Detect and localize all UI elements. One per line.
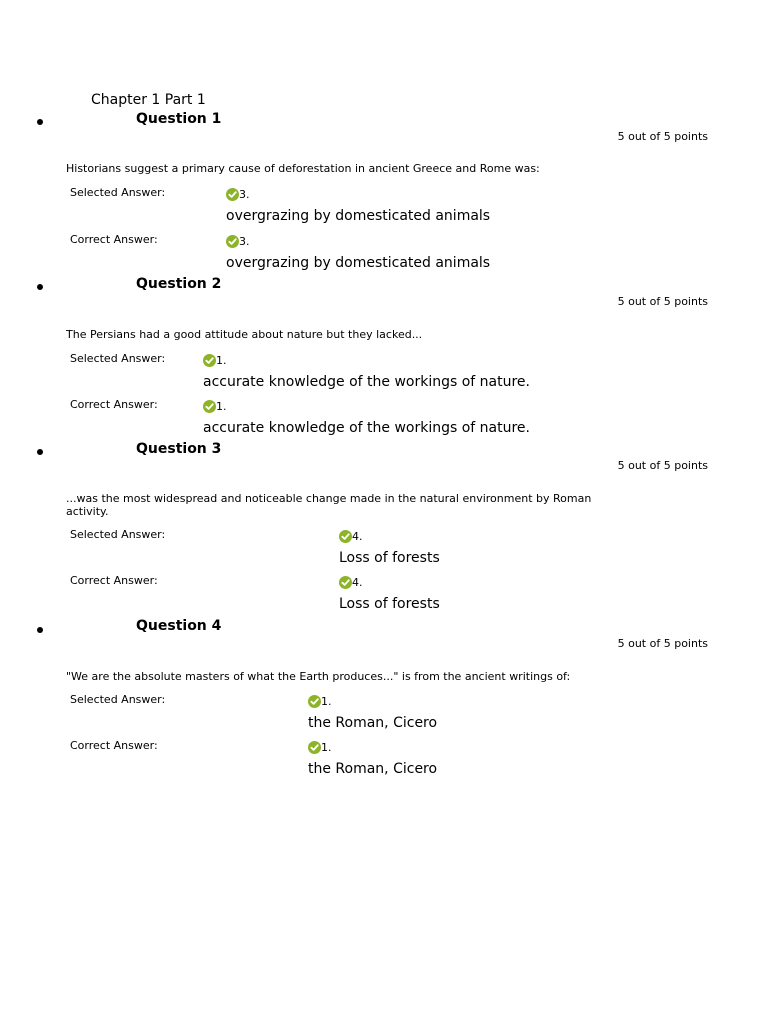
page-title: Chapter 1 Part 1 [91,92,206,108]
question-text: The Persians had a good attitude about nature but they lacked... [66,328,423,341]
selected-answer-label: Selected Answer: [70,693,166,706]
bullet-icon [37,284,43,290]
correct-answer-text: the Roman, Cicero [308,761,438,777]
correct-answer-text: accurate knowledge of the workings of nature. [203,420,530,436]
bullet-icon [37,449,43,455]
selected-answer-number: 4. [352,530,363,543]
correct-answer [203,398,530,436]
check-circle-icon [308,741,321,754]
correct-answer-text: Loss of forests [339,596,440,612]
selected-answer-label: Selected Answer: [70,186,166,199]
selected-answer-text: accurate knowledge of the workings of nature. [203,374,530,390]
selected-answer-text: overgrazing by domesticated animals [226,208,491,224]
correct-answer-number: 3. [239,235,250,248]
selected-answer-label: Selected Answer: [70,352,166,365]
question-points: 5 out of 5 points [617,459,708,472]
selected-answer-text: Loss of forests [339,550,440,566]
question-points: 5 out of 5 points [617,130,708,143]
question-text: ...was the most widespread and noticeable change made in the natural environment by Roman activity. [66,492,592,518]
question-title: Question 2 [136,276,222,292]
correct-answer-number: 1. [216,400,227,413]
question-title: Question 1 [136,111,222,127]
selected-answer-number: 3. [239,188,250,201]
correct-answer-text: overgrazing by domesticated animals [226,255,491,271]
correct-answer-number: 4. [352,576,363,589]
selected-answer-label: Selected Answer: [70,528,166,541]
question-points: 5 out of 5 points [617,637,708,650]
check-circle-icon [203,400,216,413]
correct-answer [339,574,440,612]
selected-answer [308,693,437,731]
check-circle-icon [339,530,352,543]
selected-answer [203,352,530,390]
check-circle-icon [339,576,352,589]
selected-answer-text: the Roman, Cicero [308,715,438,731]
correct-answer [308,739,437,777]
question-points: 5 out of 5 points [617,295,708,308]
correct-answer [226,233,490,271]
bullet-icon [37,119,43,125]
check-circle-icon [226,235,239,248]
question-text: Historians suggest a primary cause of deforestation in ancient Greece and Rome was: [66,162,540,175]
correct-answer-number: 1. [321,741,332,754]
question-title: Question 4 [136,618,222,634]
selected-answer [339,528,440,566]
correct-answer-label: Correct Answer: [70,398,158,411]
check-circle-icon [308,695,321,708]
selected-answer-number: 1. [321,695,332,708]
bullet-icon [37,627,43,633]
correct-answer-label: Correct Answer: [70,233,158,246]
check-circle-icon [226,188,239,201]
correct-answer-label: Correct Answer: [70,739,158,752]
question-text: "We are the absolute masters of what the Earth produces..." is from the ancient writings of: [66,670,571,683]
correct-answer-label: Correct Answer: [70,574,158,587]
selected-answer [226,186,490,224]
check-circle-icon [203,354,216,367]
selected-answer-number: 1. [216,354,227,367]
question-title: Question 3 [136,441,222,457]
